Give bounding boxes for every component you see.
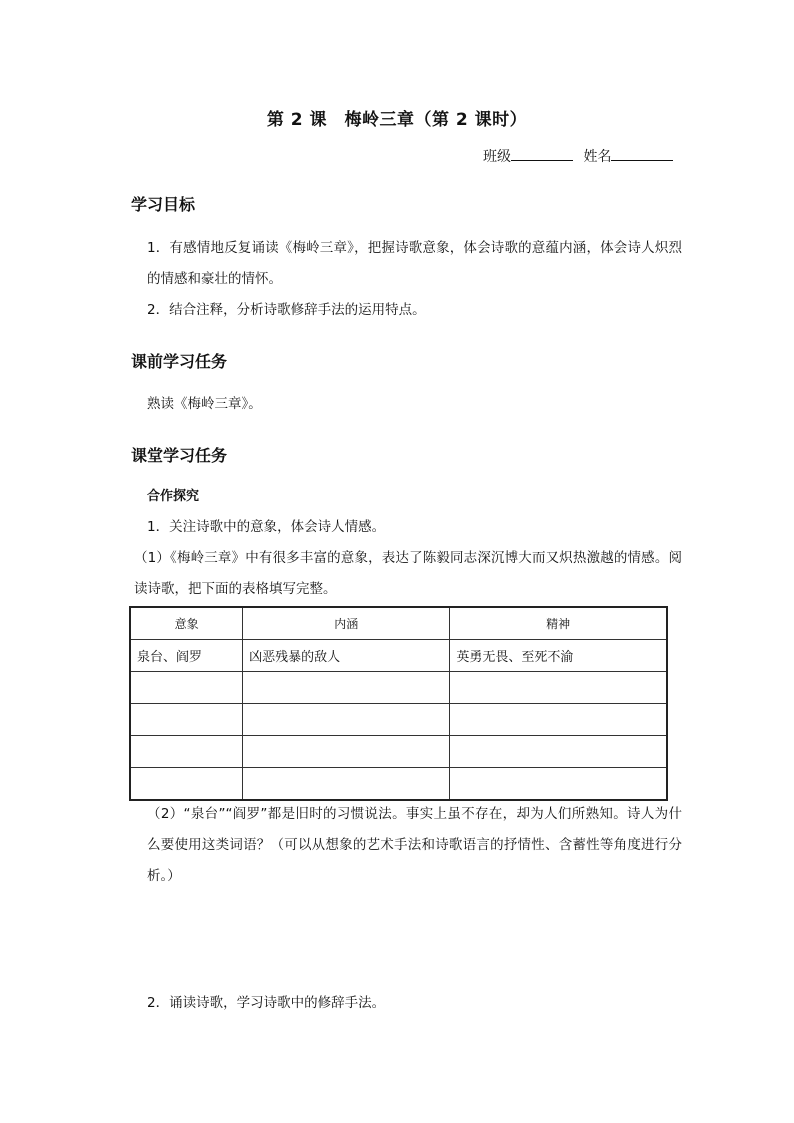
table-row xyxy=(130,768,667,801)
table-cell-empty[interactable] xyxy=(243,704,450,736)
table-row xyxy=(130,736,667,768)
table-cell-empty[interactable] xyxy=(130,672,243,704)
question-1: 1．关注诗歌中的意象，体会诗人情感。 xyxy=(147,519,386,535)
class-name-line xyxy=(483,146,673,166)
imagery-table xyxy=(129,606,668,801)
table-header-imagery: 意象 xyxy=(130,607,243,640)
table-row xyxy=(130,640,667,672)
goal-item-1: 1．有感情地反复诵读《梅岭三章》，把握诗歌意象，体会诗歌的意蕴内涵，体会诗人炽烈的情感和豪壮的情怀。 xyxy=(147,240,682,287)
table-header-row xyxy=(130,607,667,640)
inclass-subheading: 合作探究 xyxy=(147,489,200,504)
preclass-text: 熟读《梅岭三章》。 xyxy=(147,396,262,412)
question-1-1: （1）《梅岭三章》中有很多丰富的意象，表达了陈毅同志深沉博大而又炽热激越的情感。阅读诗歌，把下面的表格填写完整。 xyxy=(134,550,682,597)
table-cell-empty[interactable] xyxy=(243,736,450,768)
class-blank[interactable] xyxy=(511,146,573,161)
table-cell: 英勇无畏、至死不渝 xyxy=(450,640,667,672)
table-cell-empty[interactable] xyxy=(450,736,667,768)
preclass-text-block xyxy=(120,389,682,420)
table-row xyxy=(130,704,667,736)
inclass-block xyxy=(120,481,682,605)
question-2-block xyxy=(120,988,682,1019)
table-cell-empty[interactable] xyxy=(450,768,667,801)
class-label: 班级 xyxy=(483,149,511,165)
table-header-spirit: 精神 xyxy=(450,607,667,640)
table-cell-empty[interactable] xyxy=(450,672,667,704)
page-title: 第 2 课 梅岭三章（第 2 课时） xyxy=(266,110,528,130)
name-blank[interactable] xyxy=(611,146,673,161)
question-1-2: （2）“泉台”“阎罗”都是旧时的习惯说法。事实上虽不存在，却为人们所熟知。诗人为什么要使用这类词语？（可以从想象的艺术手法和诗歌语言的抒情性、含蓄性等角度进行分析。） xyxy=(147,806,682,884)
table-cell-empty[interactable] xyxy=(243,768,450,801)
table-header-meaning: 内涵 xyxy=(243,607,450,640)
goals-list xyxy=(120,233,682,326)
name-label: 姓名 xyxy=(583,149,612,165)
goal-item-2: 2．结合注释，分析诗歌修辞手法的运用特点。 xyxy=(147,302,426,318)
table-row xyxy=(130,672,667,704)
section-heading-preclass: 课前学习任务 xyxy=(126,347,232,373)
table-cell-empty[interactable] xyxy=(130,704,243,736)
question-1-2-block xyxy=(120,799,682,892)
table-cell-empty[interactable] xyxy=(130,768,243,801)
table-cell-empty[interactable] xyxy=(450,704,667,736)
table-cell-empty[interactable] xyxy=(130,736,243,768)
question-2: 2．诵读诗歌，学习诗歌中的修辞手法。 xyxy=(147,995,386,1011)
table-cell-empty[interactable] xyxy=(243,672,450,704)
table-cell: 凶恶残暴的敌人 xyxy=(243,640,450,672)
section-heading-goals: 学习目标 xyxy=(126,190,200,216)
table-cell: 泉台、阎罗 xyxy=(130,640,243,672)
section-heading-inclass: 课堂学习任务 xyxy=(126,441,232,467)
